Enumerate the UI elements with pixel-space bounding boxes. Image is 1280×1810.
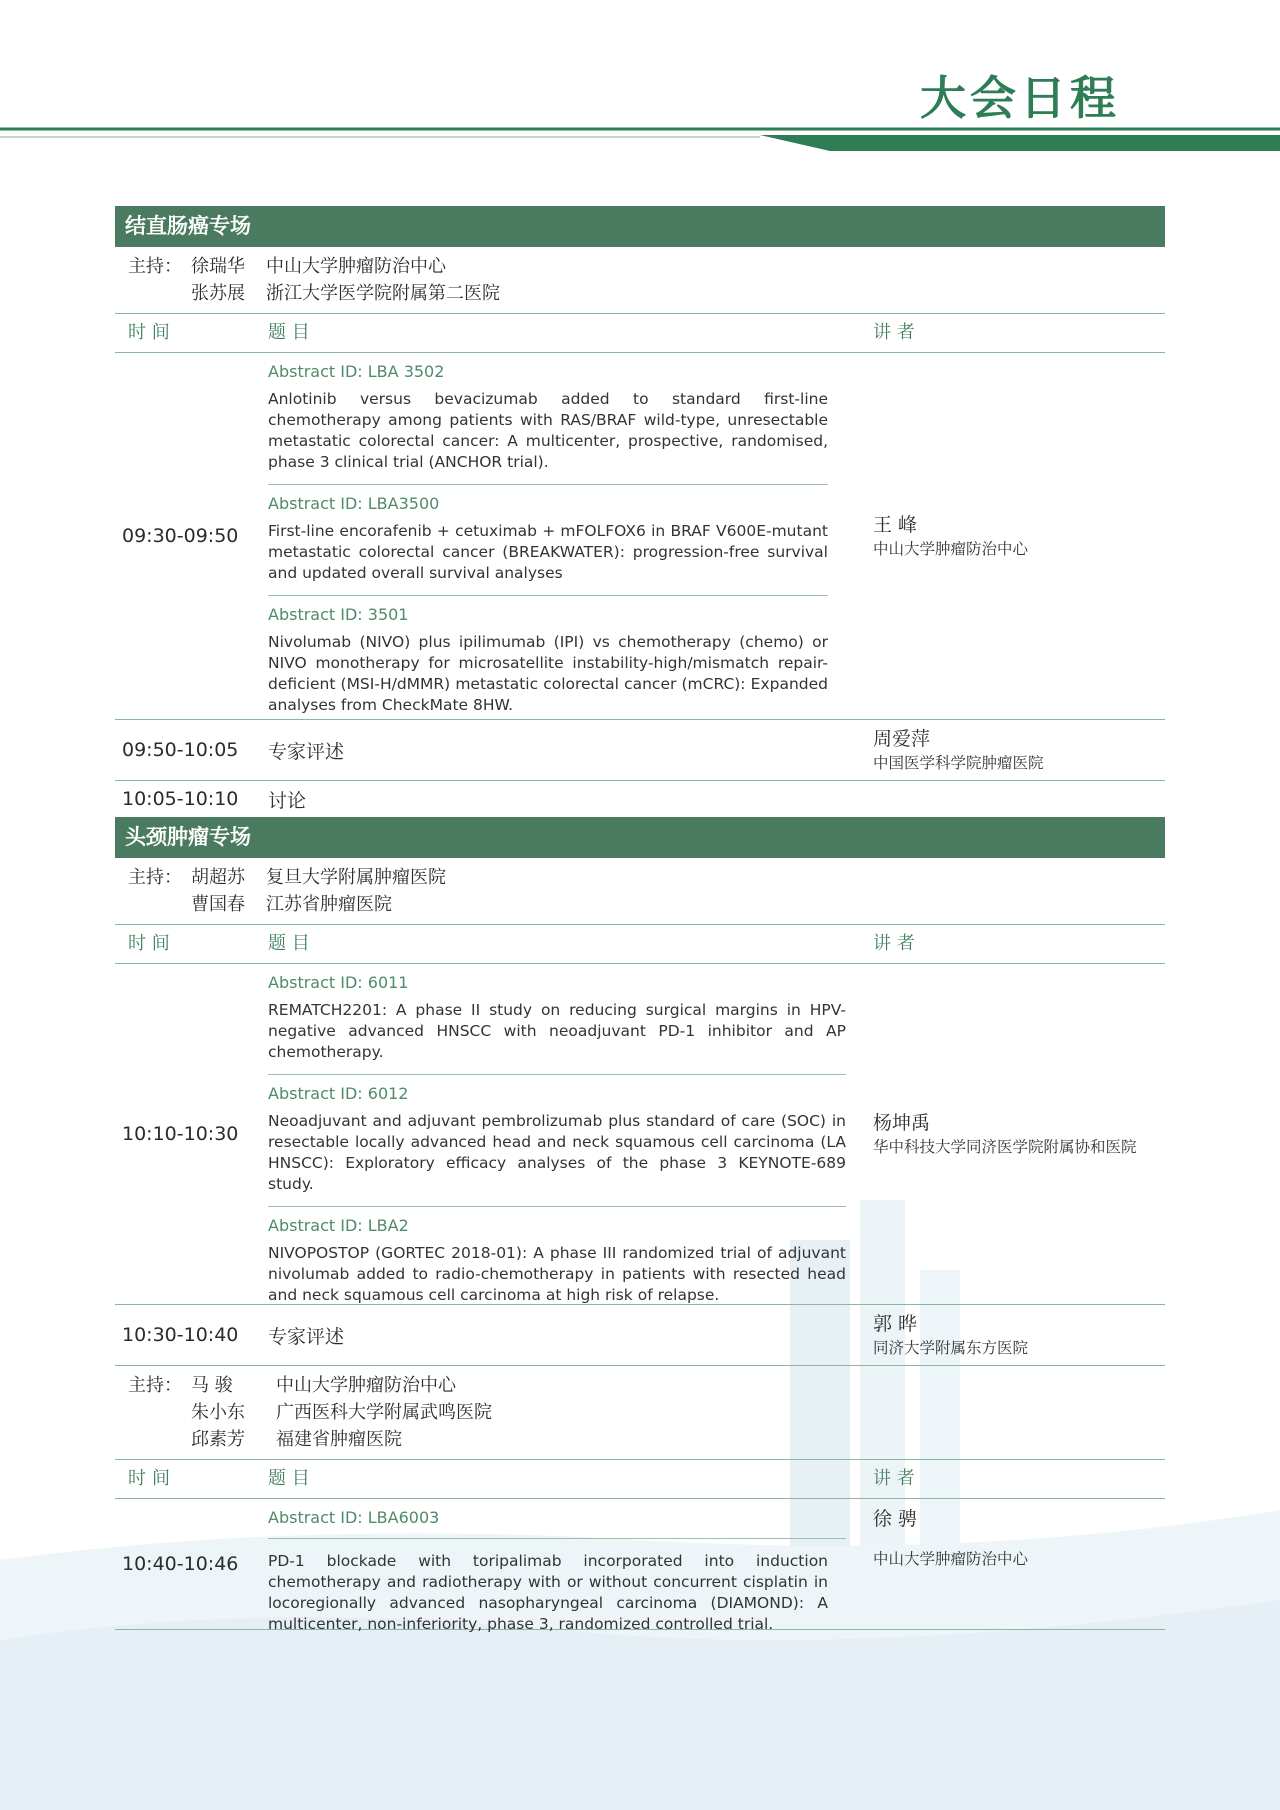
session-title-head-neck: 头颈肿瘤专场 bbox=[115, 817, 1165, 858]
abstract-id: Abstract ID: 6012 bbox=[268, 1084, 409, 1103]
speaker-cell bbox=[873, 353, 1165, 719]
speaker-affiliation: 华中科技大学同济医学院附属协和医院 bbox=[873, 1137, 1137, 1156]
schedule bbox=[115, 206, 1165, 1633]
topic-cell: 专家评述 bbox=[268, 740, 345, 763]
speaker-name: 郭 晔 bbox=[873, 1312, 918, 1335]
host-line: 主持： 马 骏 中山大学肿瘤防治中心 bbox=[128, 1375, 456, 1396]
host-line: 张苏展 浙江大学医学院附属第二医院 bbox=[191, 283, 500, 304]
column-time: 时间 bbox=[128, 1468, 176, 1489]
host-line: 主持： 胡超苏 复旦大学附属肿瘤医院 bbox=[128, 867, 446, 888]
speaker-affiliation: 同济大学附属东方医院 bbox=[873, 1338, 1029, 1357]
hosts-head-neck bbox=[115, 858, 1165, 925]
abstract-title: First-line encorafenib + cetuximab + mFOLFOX6 in BRAF V600E-mutant metastatic colorectal cancer (BREAKWATER): progression-free survival and updated overall survival analyses bbox=[268, 522, 828, 582]
topic-cell bbox=[268, 964, 873, 1304]
schedule-row bbox=[115, 720, 1165, 781]
schedule-row bbox=[115, 1305, 1165, 1366]
abstract-item bbox=[268, 964, 846, 1075]
column-topic: 题 目 bbox=[268, 933, 310, 954]
abstract-title: REMATCH2201: A phase II study on reducing surgical margins in HPV-negative advanced HNSCC with neoadjuvant PD-1 inhibitor and AP chemotherapy. bbox=[268, 1001, 846, 1061]
abstract-title: Neoadjuvant and adjuvant pembrolizumab plus standard of care (SOC) in resectable locally advanced head and neck squamous cell carcinoma (LA HNSCC): Exploratory efficacy analyses of the phase 3 KEYNOTE-689 study. bbox=[268, 1112, 846, 1193]
abstract-id: Abstract ID: LBA3500 bbox=[268, 494, 440, 513]
topic-cell: 专家评述 bbox=[268, 1325, 345, 1348]
schedule-row bbox=[115, 353, 1165, 720]
abstract-item bbox=[268, 1075, 846, 1207]
session-title-crc: 结直肠癌专场 bbox=[115, 206, 1165, 247]
column-header bbox=[115, 925, 1165, 964]
abstract-item bbox=[268, 1499, 846, 1539]
host-line: 曹国春 江苏省肿瘤医院 bbox=[191, 894, 392, 915]
abstract-item bbox=[268, 485, 828, 596]
abstract-title: PD-1 blockade with toripalimab incorporated into induction chemotherapy and radiotherapy with or without concurrent cisplatin in locoregionally advanced nasopharyngeal carcinoma (DIAMOND): A multicenter, non-inferiority, phase 3, randomized controlled trial. bbox=[268, 1552, 828, 1633]
speaker-cell bbox=[873, 720, 1165, 780]
abstract-title: NIVOPOSTOP (GORTEC 2018-01): A phase III randomized trial of adjuvant nivolumab added to radio-chemotherapy in patients with resected head and neck squamous cell carcinoma at high risk of relapse. bbox=[268, 1244, 846, 1304]
column-speaker: 讲 者 bbox=[873, 322, 915, 343]
column-topic: 题 目 bbox=[268, 322, 310, 343]
topic-cell bbox=[268, 353, 873, 719]
speaker-name: 周爱萍 bbox=[873, 727, 931, 750]
speaker-cell bbox=[873, 964, 1165, 1304]
abstract-id: Abstract ID: 3501 bbox=[268, 605, 409, 624]
schedule-row bbox=[115, 964, 1165, 1305]
speaker-cell bbox=[873, 1305, 1165, 1365]
speaker-affiliation: 中山大学肿瘤防治中心 bbox=[873, 539, 1029, 558]
column-time: 时 间 bbox=[128, 322, 170, 343]
abstract-item bbox=[268, 1207, 846, 1317]
host-line: 主持： 徐瑞华 中山大学肿瘤防治中心 bbox=[128, 256, 446, 277]
abstract-id: Abstract ID: 6011 bbox=[268, 973, 409, 992]
speaker-affiliation: 中山大学肿瘤防治中心 bbox=[873, 1550, 1029, 1568]
column-topic: 题 目 bbox=[268, 1468, 310, 1489]
page-title: 大会日程 bbox=[920, 71, 1120, 125]
time-slot: 09:30-09:50 bbox=[122, 525, 239, 547]
topic-cell bbox=[268, 1499, 873, 1633]
topic-cell: 讨论 bbox=[268, 789, 307, 812]
speaker-name: 徐 骋 bbox=[873, 1508, 918, 1530]
host-line: 朱小东 广西医科大学附属武鸣医院 bbox=[191, 1402, 492, 1423]
time-slot: 10:40-10:46 bbox=[122, 1553, 239, 1575]
column-speaker: 讲 者 bbox=[873, 933, 915, 954]
abstract-title: Nivolumab (NIVO) plus ipilimumab (IPI) vs chemotherapy (chemo) or NIVO monotherapy for microsatellite instability-high/mismatch repair-deficient (MSI-H/dMMR) metastatic colorectal cancer (mCRC): Expanded analyses from CheckMate 8HW. bbox=[268, 633, 828, 714]
schedule-row bbox=[115, 1499, 1165, 1633]
abstract-id: Abstract ID: LBA2 bbox=[268, 1216, 409, 1235]
time-slot: 10:30-10:40 bbox=[122, 1324, 239, 1346]
abstract-title: Anlotinib versus bevacizumab added to standard first-line chemotherapy among patients with RAS/BRAF wild-type, unresectable metastatic colorectal cancer: A multicenter, prospective, randomised, phase 3 clinical trial (ANCHOR trial). bbox=[268, 390, 828, 471]
column-header bbox=[115, 1460, 1165, 1499]
time-slot: 10:10-10:30 bbox=[122, 1123, 239, 1145]
host-line: 邱素芳 福建省肿瘤医院 bbox=[191, 1429, 402, 1450]
speaker-cell bbox=[873, 1499, 1165, 1629]
column-speaker: 讲 者 bbox=[873, 1468, 915, 1489]
abstract-id: Abstract ID: LBA6003 bbox=[268, 1508, 440, 1527]
hosts-crc bbox=[115, 247, 1165, 314]
speaker-name: 王 峰 bbox=[873, 513, 918, 536]
abstract-item bbox=[268, 353, 828, 485]
column-time: 时 间 bbox=[128, 933, 170, 954]
time-slot: 09:50-10:05 bbox=[122, 739, 239, 761]
schedule-row bbox=[115, 781, 1165, 817]
time-slot: 10:05-10:10 bbox=[122, 788, 239, 810]
hosts-npc bbox=[115, 1366, 1165, 1460]
speaker-affiliation: 中国医学科学院肿瘤医院 bbox=[873, 753, 1044, 772]
abstract-id: Abstract ID: LBA 3502 bbox=[268, 362, 445, 381]
column-header bbox=[115, 314, 1165, 353]
abstract-item bbox=[268, 596, 828, 727]
speaker-name: 杨坤禹 bbox=[873, 1111, 931, 1134]
